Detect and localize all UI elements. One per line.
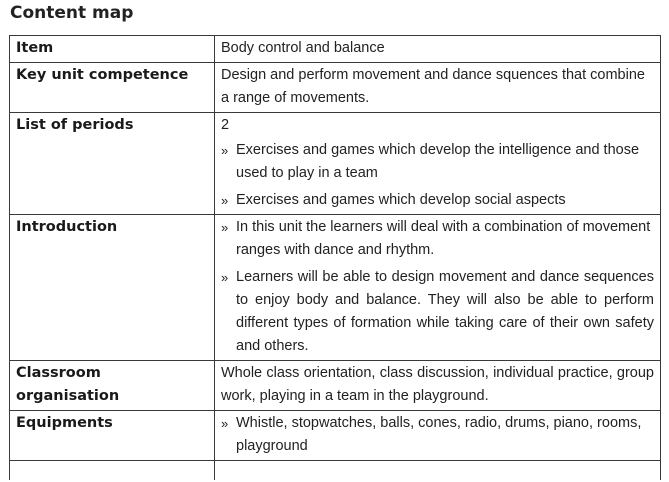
row-value-periods: [215, 113, 661, 215]
bullet-marker-icon: »: [221, 270, 229, 285]
list-item: [221, 412, 654, 458]
list-item: [221, 266, 654, 358]
bullet-text: Exercises and games which develop the intelligence and those used to play in a team: [236, 142, 640, 181]
table-row-organisation: [10, 361, 661, 411]
bullet-marker-icon: »: [221, 416, 229, 431]
table-row-item: [10, 36, 661, 63]
bullet-text: Learners will be able to design movement and dance sequences to enjoy body and balance. They will also be able to perform different types of formation while taking care of their own safety and others.: [236, 269, 654, 354]
row-value-introduction: [215, 215, 661, 361]
list-item: [221, 189, 654, 212]
row-value-organisation: Whole class orientation, class discussion, individual practice, group work, playing in a team in the playground.: [215, 361, 661, 411]
row-value-partial: [215, 461, 661, 481]
bullet-marker-icon: »: [221, 220, 229, 235]
bullet-marker-icon: »: [221, 143, 229, 158]
table-row-periods: [10, 113, 661, 215]
page-title: Content map: [10, 3, 134, 23]
table-row-competence: [10, 63, 661, 113]
table-row-introduction: [10, 215, 661, 361]
periods-count: 2: [221, 117, 230, 133]
row-value-competence: Design and perform movement and dance squences that combine a range of movements.: [215, 63, 661, 113]
row-label-partial: [10, 461, 215, 481]
table-row-equipments: [10, 411, 661, 461]
list-item: [221, 139, 654, 185]
row-label-periods: List of periods: [10, 113, 215, 215]
bullet-marker-icon: »: [221, 193, 229, 208]
row-label-competence: Key unit competence: [10, 63, 215, 113]
row-label-item: Item: [10, 36, 215, 63]
row-label-organisation: Classroom organisation: [10, 361, 215, 411]
bullet-text: Whistle, stopwatches, balls, cones, radio, drums, piano, rooms, playground: [236, 415, 642, 454]
table-row-partial: [10, 461, 661, 481]
bullet-text: In this unit the learners will deal with a combination of movement ranges with dance and rhythm.: [236, 219, 651, 258]
row-label-equipments: Equipments: [10, 411, 215, 461]
content-map-table: [9, 35, 661, 480]
bullet-text: Exercises and games which develop social aspects: [236, 192, 566, 208]
list-item: [221, 216, 654, 262]
row-value-item: Body control and balance: [215, 36, 661, 63]
row-value-equipments: [215, 411, 661, 461]
row-label-introduction: Introduction: [10, 215, 215, 361]
